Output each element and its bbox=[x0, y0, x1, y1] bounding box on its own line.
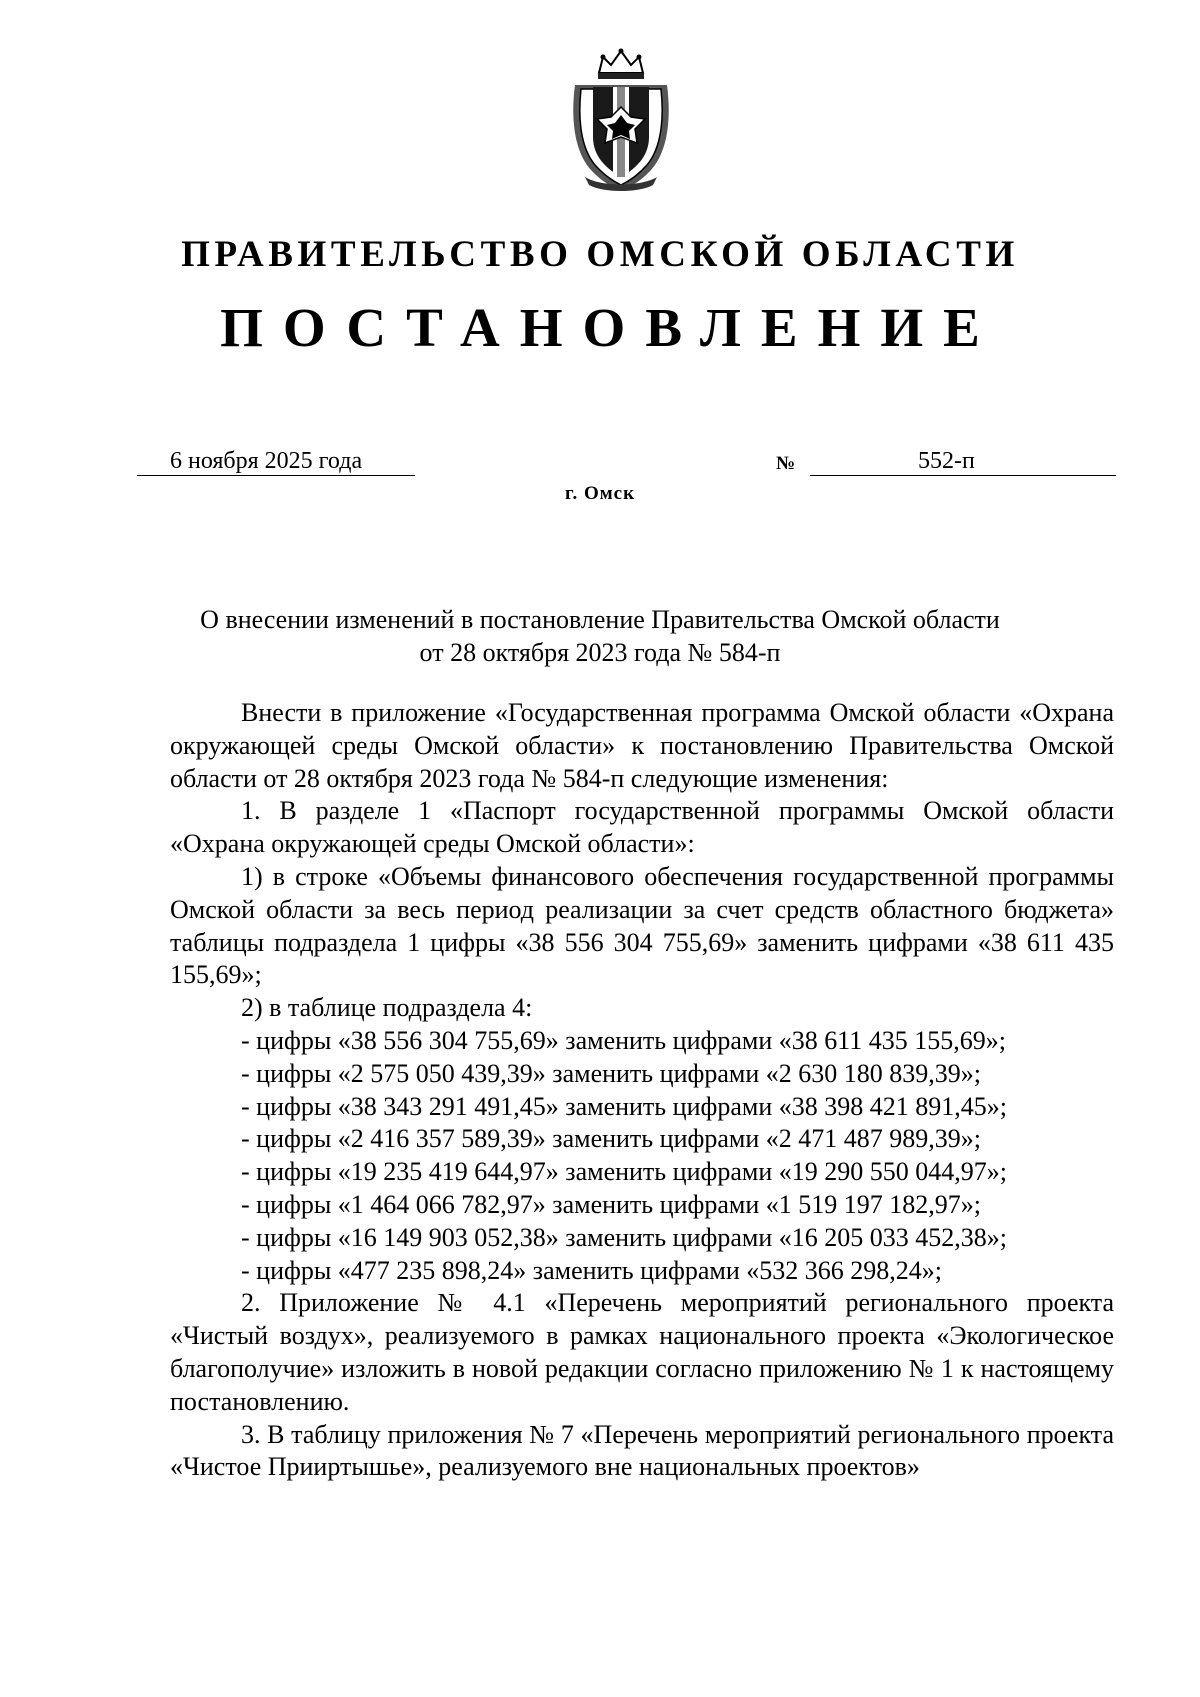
government-title: ПРАВИТЕЛЬСТВО ОМСКОЙ ОБЛАСТИ bbox=[181, 234, 1019, 275]
section-2: 2. Приложение № 4.1 «Перечень мероприятий регионального проекта «Чистый воздух», реализуемого в рамках национального проекта «Экологическое благополучие» изложить в новой редакции согласно приложению № 1 к настоящему постановлению. bbox=[170, 1288, 1114, 1416]
document-date: 6 ноября 2025 года bbox=[170, 448, 363, 474]
replacement-item: - цифры «38 343 291 491,45» заменить цифрами «38 398 421 891,45»; bbox=[241, 1091, 1007, 1121]
replacement-item: - цифры «19 235 419 644,97» заменить цифрами «19 290 550 044,97»; bbox=[241, 1157, 1007, 1187]
section-1-item-2: 2) в таблице подраздела 4: bbox=[241, 993, 533, 1023]
document-subject bbox=[170, 603, 1030, 669]
replacement-item: - цифры «16 149 903 052,38» заменить цифрами «16 205 033 452,38»; bbox=[241, 1222, 1007, 1252]
replacement-item: - цифры «477 235 898,24» заменить цифрами «532 366 298,24»; bbox=[241, 1255, 942, 1285]
coat-of-arms-icon bbox=[561, 45, 681, 195]
number-sign: № bbox=[776, 453, 796, 474]
replacement-item: - цифры «2 575 050 439,39» заменить цифрами «2 630 180 839,39»; bbox=[241, 1058, 981, 1088]
document-number-field bbox=[810, 447, 1116, 476]
section-1-item-1: 1) в строке «Объемы финансового обеспечения государственной программы Омской области за весь период реализации за счет средств областного бюджета» таблицы подраздела 1 цифры «38 556 304 755,69» заменить цифрами «38 611 435 155,69»; bbox=[170, 861, 1114, 990]
replacement-item: - цифры «38 556 304 755,69» заменить цифрами «38 611 435 155,69»; bbox=[241, 1025, 1006, 1055]
subject-line-2: от 28 октября 2023 года № 584-п bbox=[419, 638, 781, 667]
section-1: 1. В разделе 1 «Паспорт государственной программы Омской области «Охрана окружающей среды Омской области»: bbox=[170, 796, 1114, 859]
replacement-item: - цифры «1 464 066 782,97» заменить цифрами «1 519 197 182,97»; bbox=[241, 1189, 981, 1219]
replacement-item: - цифры «2 416 357 589,39» заменить цифрами «2 471 487 989,39»; bbox=[241, 1124, 981, 1154]
document-body bbox=[170, 697, 1114, 1484]
document-date-field bbox=[137, 447, 415, 476]
section-3: 3. В таблицу приложения № 7 «Перечень мероприятий регионального проекта «Чистое Прииртышье», реализуемого вне национальных проектов» bbox=[170, 1419, 1114, 1482]
document-type-title: ПОСТАНОВЛЕНИЕ bbox=[220, 297, 1000, 358]
city-name: г. Омск bbox=[564, 483, 636, 504]
document-number: 552-п bbox=[918, 448, 975, 474]
intro-paragraph: Внести в приложение «Государственная программа Омской области «Охрана окружающей среды Омской области» к постановлению Правительства Омской области от 28 октября 2023 года № 584-п следующие изменения: bbox=[170, 698, 1114, 793]
subject-line-1: О внесении изменений в постановление Правительства Омской области bbox=[200, 605, 1000, 634]
